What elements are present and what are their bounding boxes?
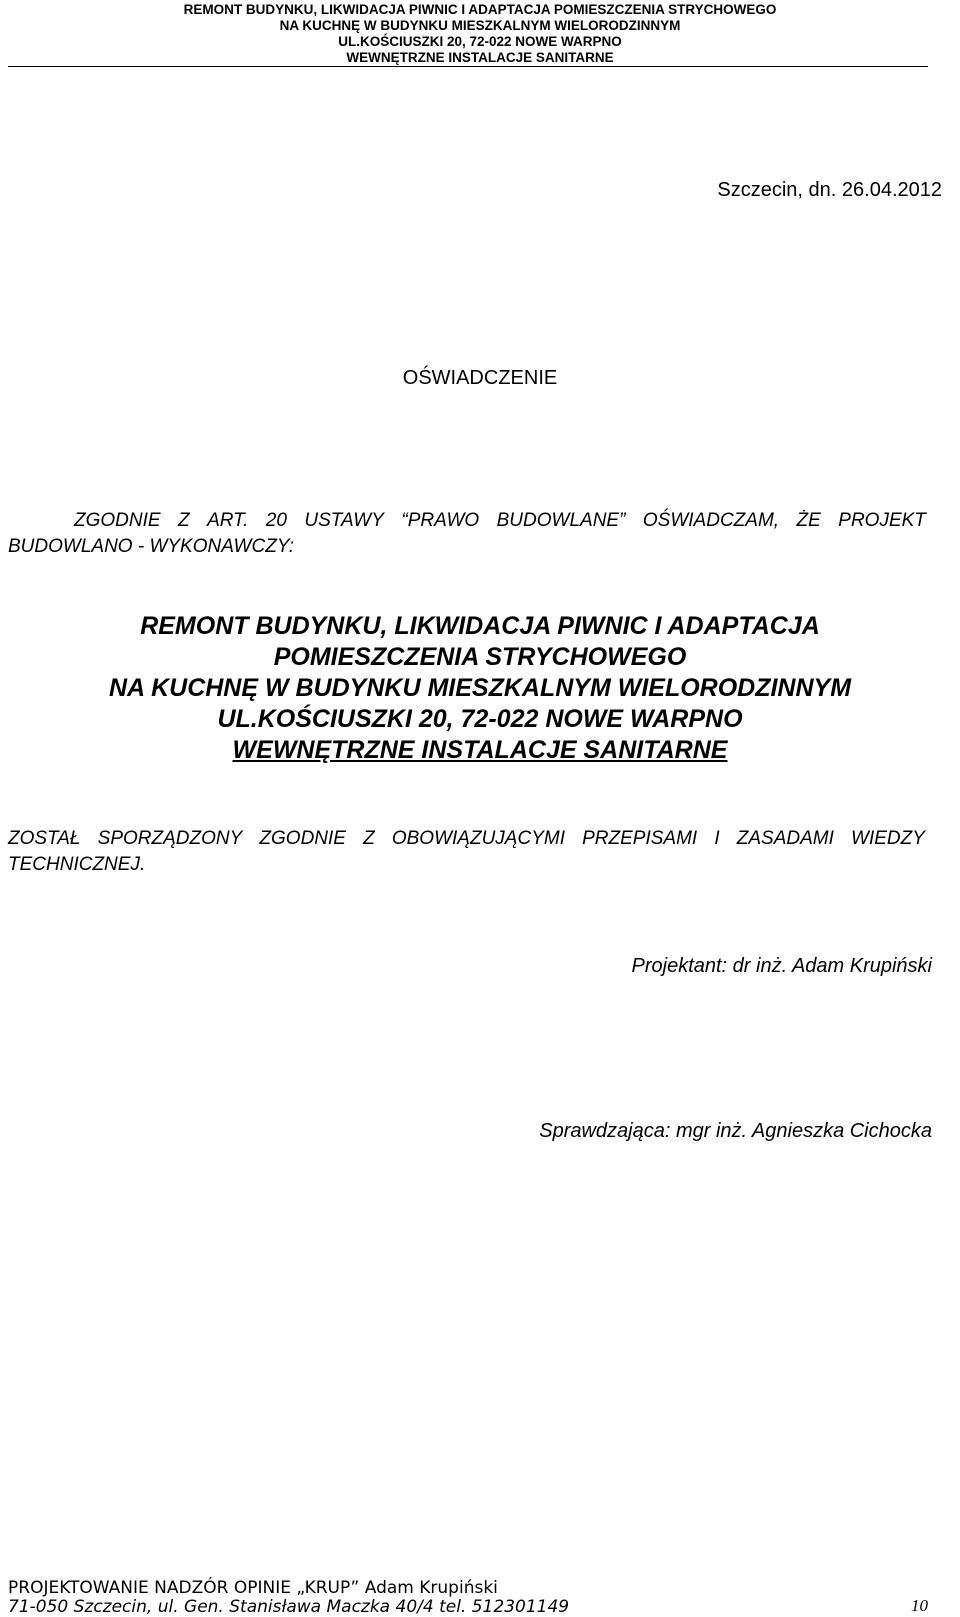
header-line-1: REMONT BUDYNKU, LIKWIDACJA PIWNIC I ADAPTACJA POMIESZCZENIA STRYCHOWEGO [183,2,777,17]
header-line-3: UL.KOŚCIUSZKI 20, 72-022 NOWE WARPNO [338,34,622,49]
intro-word: ZGODNIE [74,510,161,531]
intro-word: “PRAWO [401,510,480,531]
footer-address: 71-050 Szczecin, ul. Gen. Stanisława Maczka 40/4 tel. 512301149 [8,1597,570,1617]
project-title-line-4: UL.KOŚCIUSZKI 20, 72-022 NOWE WARPNO [217,705,743,733]
document-heading: OŚWIADCZENIE [402,367,558,389]
statement-word: ZOSTAŁ [8,828,81,849]
intro-word: OŚWIADCZAM, [642,510,780,531]
header-line-2: NA KUCHNĘ W BUDYNKU MIESZKALNYM WIELORODZINNYM [279,18,681,33]
statement-word: WIEDZY [851,828,925,849]
statement-word: OBOWIĄZUJĄCYMI [391,828,565,849]
intro-line-2: BUDOWLANO - WYKONAWCZY: [8,536,295,557]
intro-word: USTAWY [304,510,384,531]
project-title-line-1: REMONT BUDYNKU, LIKWIDACJA PIWNIC I ADAPTACJA [140,612,820,640]
statement-line-2: TECHNICZNEJ. [8,854,146,875]
project-title-line-5: WEWNĘTRZNE INSTALACJE SANITARNE [232,736,728,764]
project-title-line-2: POMIESZCZENIA STRYCHOWEGO [273,643,687,671]
document-date: Szczecin, dn. 26.04.2012 [717,179,942,201]
intro-word: Z [178,510,190,531]
footer-company: PROJEKTOWANIE NADZÓR OPINIE „KRUP” Adam Krupiński [8,1578,498,1598]
statement-word: I [714,828,720,849]
page-number: 10 [911,1596,928,1615]
header-line-4: WEWNĘTRZNE INSTALACJE SANITARNE [346,50,614,65]
intro-line-1 [74,510,926,532]
intro-word: BUDOWLANE” [496,510,626,531]
statement-line-1 [8,828,925,850]
checker-signature: Sprawdzająca: mgr inż. Agnieszka Cichocka [539,1120,932,1142]
intro-word: ŻE [796,510,821,531]
statement-word: ZGODNIE [259,828,346,849]
intro-word: PROJEKT [838,510,926,531]
statement-word: Z [363,828,375,849]
statement-word: ZASADAMI [736,828,834,849]
intro-word: ART. [207,510,249,531]
statement-word: SPORZĄDZONY [97,828,243,849]
statement-word: PRZEPISAMI [582,828,698,849]
header-rule [8,66,928,67]
project-title-line-3: NA KUCHNĘ W BUDYNKU MIESZKALNYM WIELORODZINNYM [108,674,852,702]
intro-word: 20 [265,510,287,531]
designer-signature: Projektant: dr inż. Adam Krupiński [631,955,932,977]
